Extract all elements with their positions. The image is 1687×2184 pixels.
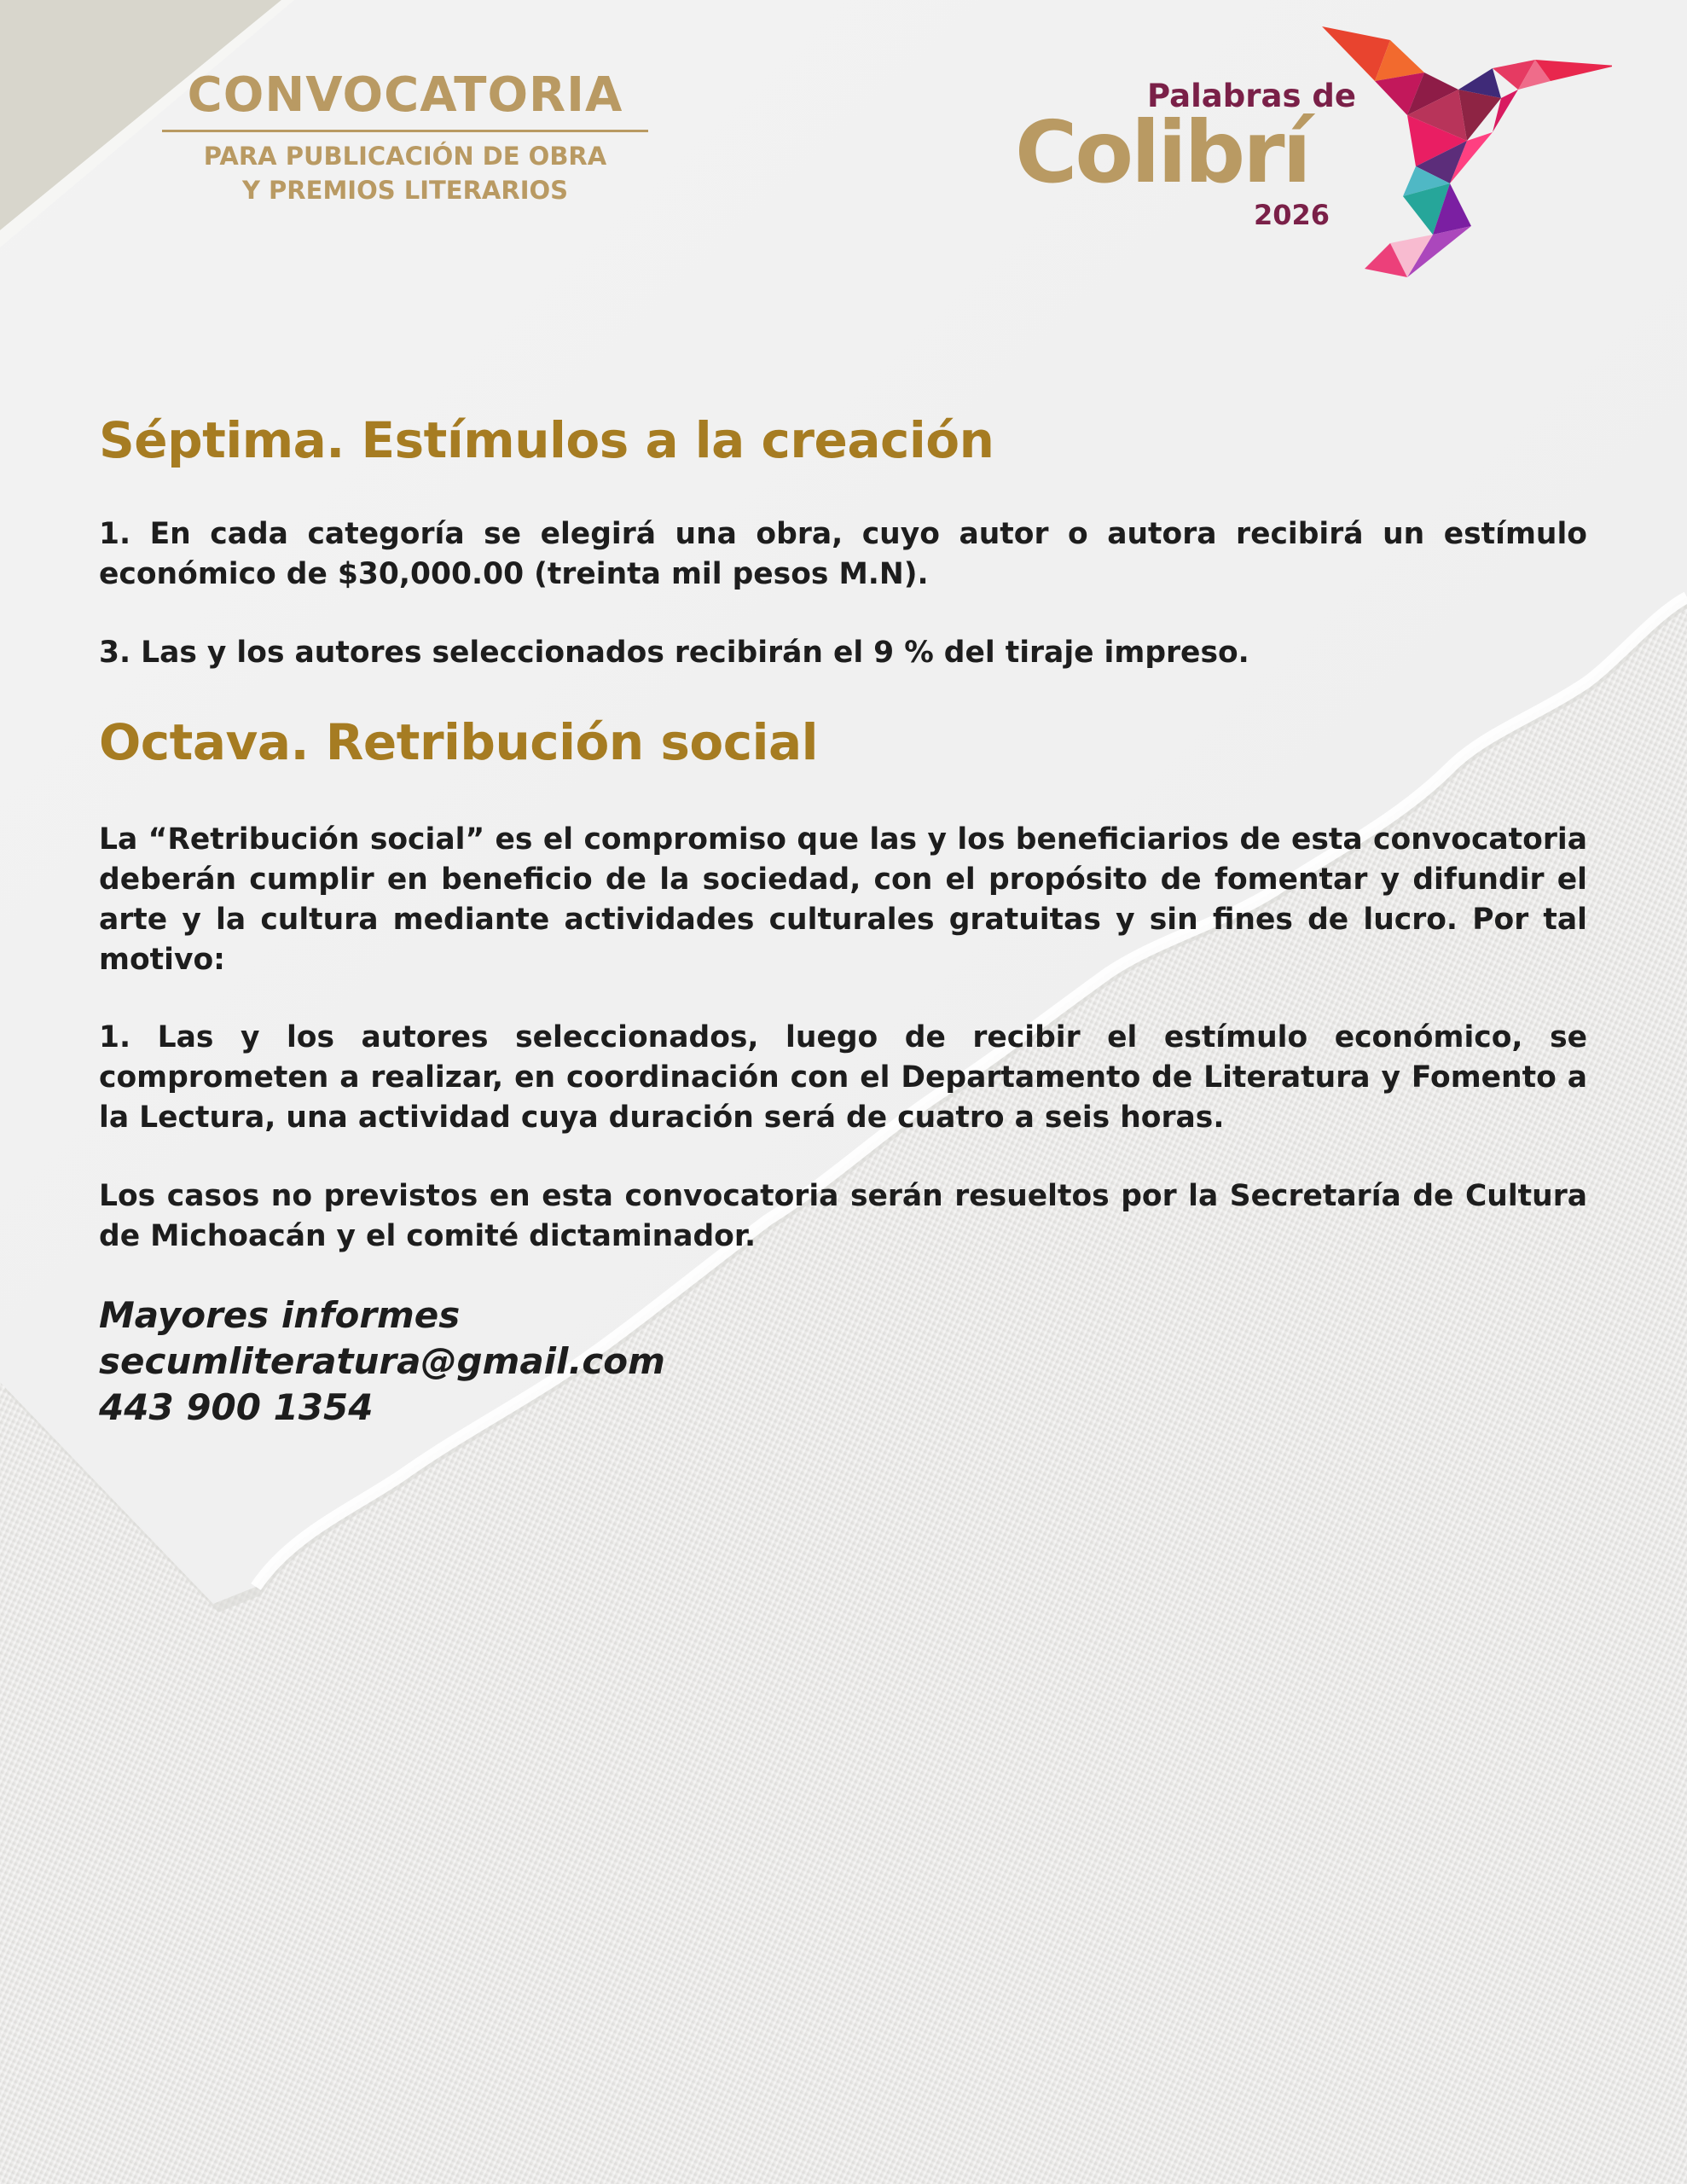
convocatoria-header <box>162 67 648 207</box>
header-title: CONVOCATORIA <box>187 67 623 123</box>
logo-big-text: Colibrí <box>1015 102 1309 202</box>
header-subtitle-line2: Y PREMIOS LITERARIOS <box>241 176 569 205</box>
octava-closing: Los casos no previstos en esta convocatoria serán resueltos por la Secretaría de Cultura de Michoacán y el comité dictaminador. <box>99 1179 1587 1253</box>
contact-phone: 443 900 1354 <box>99 1386 374 1428</box>
logo-small-text: Palabras de <box>1147 78 1356 114</box>
contact-email-link[interactable]: secumliteratura@gmail.com <box>99 1340 665 1382</box>
octava-item-1: 1. Las y los autores seleccionados, luego de recibir el estímulo económico, se comprometen a realizar, en coordinación con el Departamento de Literatura y Fomento a la Lectura, una actividad cuya duración será de cuatro a seis horas. <box>99 1020 1587 1135</box>
palabras-de-colibri-logo <box>1006 21 1620 286</box>
septima-item-1: 1. En cada categoría se elegirá una obra, cuyo autor o autora recibirá un estímulo económico de $30,000.00 (treinta mil pesos M.N). <box>99 517 1587 591</box>
septima-item-3: 3. Las y los autores seleccionados recibirán el 9 % del tiraje impreso. <box>99 636 1249 670</box>
hummingbird-icon <box>1322 21 1612 286</box>
logo-year: 2026 <box>1254 199 1330 231</box>
octava-heading: Octava. Retribución social <box>99 713 818 771</box>
header-subtitle-line1: PARA PUBLICACIÓN DE OBRA <box>203 142 607 171</box>
octava-intro: La “Retribución social” es el compromiso que las y los beneficiarios de esta convocatoria deberán cumplir en beneficio de la sociedad, con el propósito de fomentar y difundir el arte y la cultura mediante actividades culturales gratuitas y sin fines de lucro. Por tal motivo: <box>99 822 1587 977</box>
header-divider <box>162 130 648 132</box>
contact-block <box>99 1292 665 1431</box>
contact-label: Mayores informes <box>99 1294 461 1336</box>
septima-heading: Séptima. Estímulos a la creación <box>99 411 994 469</box>
